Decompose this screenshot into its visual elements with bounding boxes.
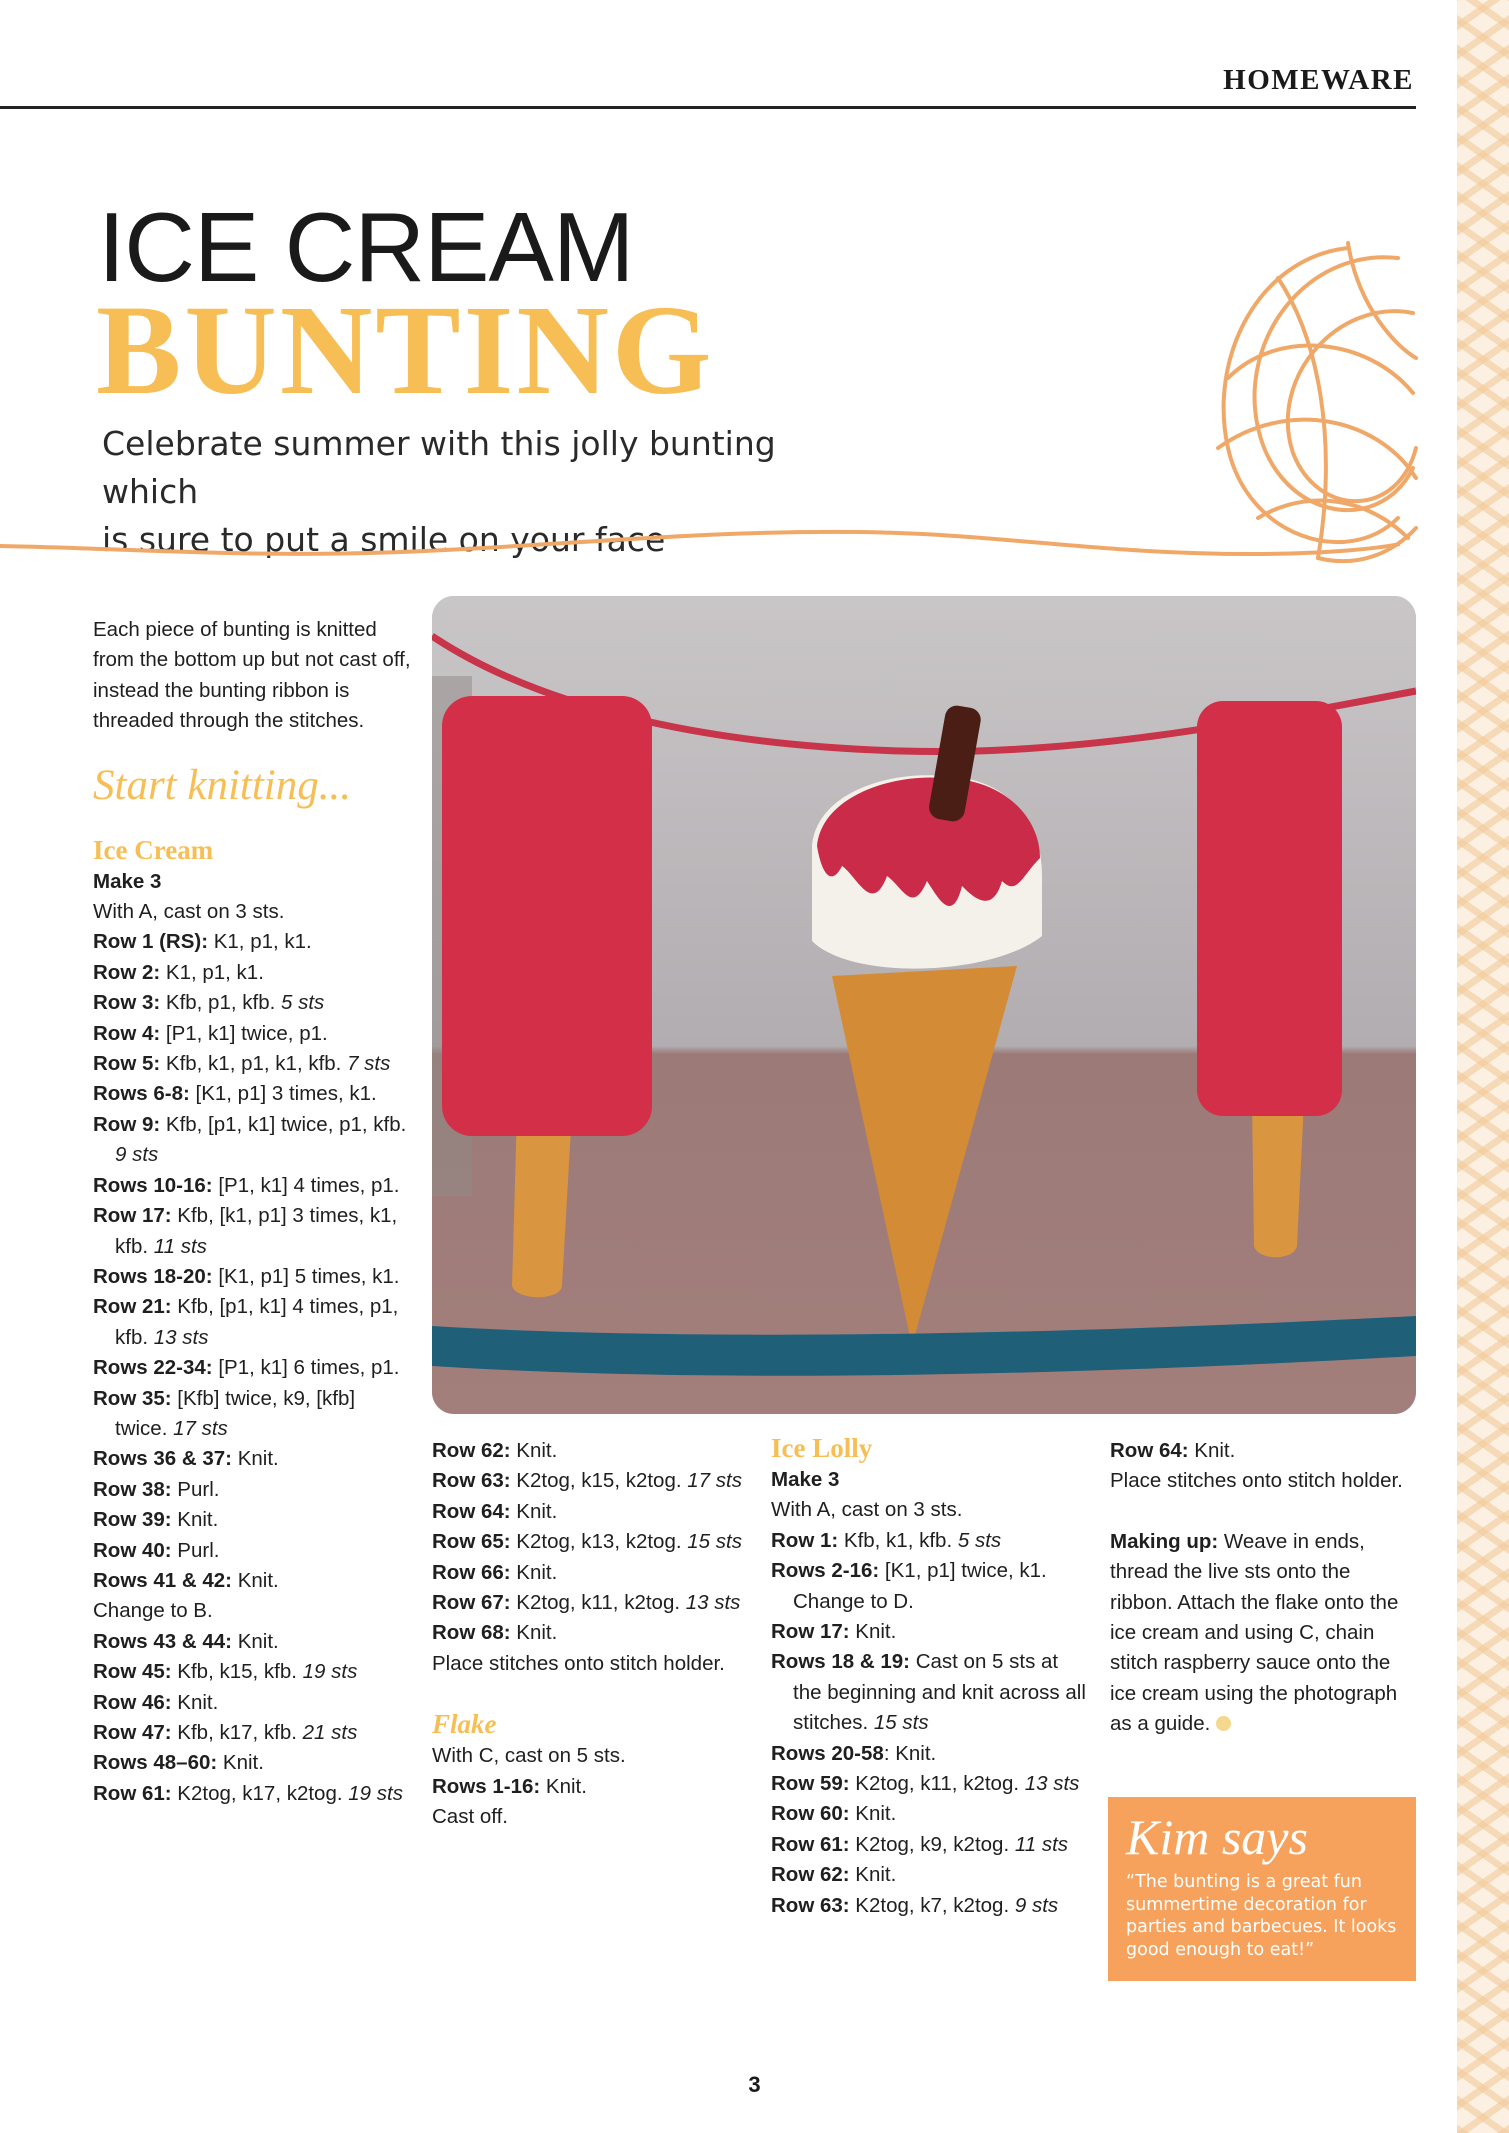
kim-says-quote: “The bunting is a great fun summertime decoration for parties and barbecues. It looks good enough to eat!” <box>1126 1872 1397 1960</box>
making-up-body: Weave in ends, thread the live sts onto the ribbon. Attach the flake onto the ice cream and using C, chain stitch raspberry sauce onto the ice cream using the photograph as a guide. <box>1110 1529 1399 1736</box>
row-instruction: Kfb, k1, kfb. <box>838 1528 958 1552</box>
row-instruction: Knit. <box>171 1508 219 1532</box>
row-label: Row 17: <box>93 1204 172 1228</box>
row-label: Row 62: <box>771 1863 850 1887</box>
ice-lolly-rows-continued <box>1110 1436 1416 1466</box>
row-label: Rows 2-16: <box>771 1559 880 1583</box>
pattern-row <box>432 1466 752 1496</box>
bunting-photo <box>432 596 1416 1414</box>
row-instruction: [K1, p1] 3 times, k1. <box>189 1082 377 1106</box>
row-stitch-count: 9 sts <box>115 1143 159 1167</box>
flake-heading: Flake <box>432 1709 497 1740</box>
pattern-row <box>93 1505 413 1535</box>
pattern-row <box>432 1497 752 1527</box>
row-instruction: Knit. <box>1188 1439 1236 1462</box>
row-label: Row 68: <box>432 1621 511 1645</box>
row-instruction: Kfb, [p1, k1] 4 times, p1, kfb. <box>115 1295 399 1349</box>
row-label: Row 1 (RS): <box>93 930 209 954</box>
pattern-row <box>771 1739 1091 1769</box>
pattern-row <box>93 1262 413 1292</box>
title-line-2: BUNTING <box>96 279 715 421</box>
ice-cream-rows-continued <box>432 1436 752 1649</box>
pattern-row <box>93 1019 413 1049</box>
ice-cream-cast-on: With A, cast on 3 sts. <box>93 900 285 924</box>
pattern-row <box>93 1171 413 1201</box>
row-instruction: K2tog, k11, k2tog. <box>510 1591 686 1615</box>
pattern-row <box>93 1688 413 1718</box>
making-up-label: Making up: <box>1110 1529 1219 1553</box>
row-label: Rows 43 & 44: <box>93 1629 232 1653</box>
row-label: Row 46: <box>93 1690 172 1714</box>
row-stitch-count: 5 sts <box>281 991 325 1015</box>
row-instruction: Knit. <box>232 1447 279 1471</box>
pattern-row <box>771 1526 1091 1556</box>
ice-cream-rows <box>93 927 413 1809</box>
pattern-row <box>93 1566 413 1596</box>
row-stitch-count: 17 sts <box>687 1469 742 1493</box>
ice-cream-heading: Ice Cream <box>93 834 214 865</box>
row-label: Rows 20-58 <box>771 1741 884 1765</box>
pattern-row <box>771 1860 1091 1890</box>
row-label: Row 3: <box>93 991 161 1015</box>
row-label: Row 4: <box>93 1021 161 1045</box>
column-2 <box>432 1436 752 1832</box>
row-instruction: Knit. <box>849 1802 897 1826</box>
ice-lolly-rows <box>771 1526 1091 1921</box>
row-instruction: Knit. <box>849 1863 897 1887</box>
column-4 <box>1110 1436 1416 1740</box>
row-label: Rows 22-34: <box>93 1356 213 1380</box>
row-instruction: K2tog, k13, k2tog. <box>510 1530 688 1554</box>
pattern-row <box>432 1558 752 1588</box>
ice-lolly-finish: Place stitches onto stitch holder. <box>1110 1469 1403 1493</box>
row-label: Row 45: <box>93 1660 172 1684</box>
ice-lolly-make: Make 3 <box>771 1468 840 1491</box>
row-stitch-count: 19 sts <box>302 1660 358 1684</box>
pattern-row <box>771 1556 1091 1617</box>
row-instruction: K1, p1, k1. <box>160 960 264 984</box>
row-instruction: K2tog, k11, k2tog. <box>849 1772 1025 1796</box>
pattern-row <box>93 1049 413 1079</box>
pattern-row <box>93 1779 413 1809</box>
row-instruction: Knit. <box>232 1568 279 1592</box>
row-instruction: Cast on 5 sts at the beginning and knit across all stitches. <box>793 1650 1086 1735</box>
section-label: HOMEWARE <box>1223 64 1414 96</box>
pattern-row <box>771 1769 1091 1799</box>
row-label: Row 62: <box>432 1439 511 1462</box>
start-knitting-heading: Start knitting... <box>93 761 351 809</box>
row-label: Row 60: <box>771 1802 850 1826</box>
pattern-row <box>93 1079 413 1109</box>
row-label: Rows 10-16: <box>93 1173 213 1197</box>
row-stitch-count: 17 sts <box>173 1416 228 1440</box>
row-label: Row 21: <box>93 1295 172 1319</box>
kim-says-title: Kim says <box>1126 1809 1308 1865</box>
row-stitch-count: 19 sts <box>348 1781 403 1805</box>
row-instruction: K2tog, k15, k2tog. <box>510 1469 688 1493</box>
row-instruction: Purl. <box>171 1538 220 1562</box>
row-label: Row 1: <box>771 1528 839 1552</box>
row-instruction: Kfb, k17, kfb. <box>171 1721 303 1744</box>
end-mark-icon <box>1216 1716 1231 1731</box>
row-stitch-count: 13 sts <box>153 1325 209 1349</box>
row-instruction: Kfb, [p1, k1] twice, p1, kfb. <box>160 1112 407 1136</box>
pattern-row <box>771 1799 1091 1829</box>
row-label: Row 9: <box>93 1112 161 1136</box>
row-stitch-count: 9 sts <box>1014 1893 1059 1917</box>
pattern-row <box>93 1718 413 1748</box>
row-label: Row 59: <box>771 1772 850 1796</box>
pattern-row <box>93 1596 413 1626</box>
pattern-row <box>771 1830 1091 1860</box>
ice-lolly-cast-on: With A, cast on 3 sts. <box>771 1498 963 1522</box>
page-number: 3 <box>748 2072 761 2097</box>
row-stitch-count: 13 sts <box>1024 1772 1080 1796</box>
pattern-row <box>771 1891 1091 1921</box>
row-label: Rows 1-16: <box>432 1774 541 1798</box>
wave-divider <box>0 518 1400 578</box>
pattern-row <box>432 1527 752 1557</box>
row-instruction: [P1, k1] twice, p1. <box>160 1021 328 1045</box>
row-instruction: Change to B. <box>93 1599 213 1623</box>
pattern-row <box>93 1657 413 1687</box>
flake-finish: Cast off. <box>432 1805 508 1829</box>
pattern-row <box>93 1353 413 1383</box>
pattern-row <box>93 1110 413 1171</box>
braid-border-decoration <box>1457 0 1509 2133</box>
row-instruction: Knit. <box>217 1751 264 1775</box>
row-label: Row 64: <box>1110 1439 1189 1462</box>
row-label: Rows 18-20: <box>93 1264 213 1288</box>
pattern-row <box>1110 1436 1416 1466</box>
pattern-row <box>93 1201 413 1262</box>
row-stitch-count: 11 sts <box>1014 1832 1069 1856</box>
pattern-row <box>432 1772 752 1802</box>
row-instruction: Knit. <box>510 1439 558 1462</box>
row-stitch-count: 13 sts <box>685 1591 741 1615</box>
row-stitch-count: 15 sts <box>873 1711 929 1735</box>
pattern-row <box>432 1588 752 1618</box>
pattern-row <box>93 988 413 1018</box>
pattern-row <box>93 1384 413 1445</box>
row-label: Row 66: <box>432 1560 511 1584</box>
title-line-1: ICE CREAM <box>98 192 634 302</box>
flake-cast-on: With C, cast on 5 sts. <box>432 1744 626 1768</box>
row-instruction: Kfb, k1, p1, k1, kfb. <box>160 1052 348 1076</box>
pattern-row <box>93 1748 413 1778</box>
row-label: Row 38: <box>93 1477 172 1501</box>
intro-text: Each piece of bunting is knitted from the bottom up but not cast off, instead the bunting ribbon is threaded through the stitches. <box>93 618 411 733</box>
row-label: Row 65: <box>432 1530 511 1554</box>
row-instruction: K2tog, k17, k2tog. <box>171 1781 349 1805</box>
subtitle-line-1: Celebrate summer with this jolly bunting which <box>102 424 776 511</box>
pattern-row <box>93 958 413 988</box>
pattern-row <box>771 1647 1091 1738</box>
row-label: Row 47: <box>93 1721 172 1744</box>
subtitle-line-2: is sure to put a smile on your face <box>102 520 666 559</box>
row-instruction: [Kfb] twice, k9, [kfb] twice. <box>115 1386 356 1440</box>
making-up-text <box>1110 1527 1416 1740</box>
row-label: Row 2: <box>93 960 161 984</box>
pattern-row <box>93 1475 413 1505</box>
row-stitch-count: 5 sts <box>957 1528 1002 1552</box>
ice-lolly-heading: Ice Lolly <box>771 1433 873 1463</box>
row-label: Row 67: <box>432 1591 511 1615</box>
row-label: Row 17: <box>771 1620 850 1644</box>
row-label: Rows 48–60: <box>93 1751 218 1775</box>
ice-cream-make: Make 3 <box>93 869 162 893</box>
flake-rows <box>432 1772 752 1802</box>
row-label: Row 61: <box>93 1781 172 1805</box>
row-label: Row 35: <box>93 1386 172 1410</box>
row-instruction: Kfb, [k1, p1] 3 times, k1, kfb. <box>115 1204 398 1258</box>
kim-says-box <box>1108 1797 1416 1981</box>
row-instruction: Purl. <box>171 1477 220 1501</box>
row-instruction: [P1, k1] 6 times, p1. <box>212 1356 400 1380</box>
pattern-row <box>93 927 413 957</box>
pattern-row <box>93 1627 413 1657</box>
row-instruction: Knit. <box>510 1499 558 1523</box>
row-stitch-count: 11 sts <box>153 1234 207 1258</box>
row-instruction: [P1, k1] 4 times, p1. <box>212 1173 400 1197</box>
row-instruction: Knit. <box>171 1690 219 1714</box>
row-instruction: Knit. <box>232 1629 279 1653</box>
row-instruction: Knit. <box>510 1560 558 1584</box>
column-1 <box>93 615 413 1809</box>
row-stitch-count: 15 sts <box>687 1530 742 1554</box>
row-instruction: Kfb, p1, kfb. <box>160 991 281 1015</box>
row-stitch-count: 7 sts <box>347 1052 391 1076</box>
row-instruction: Knit. <box>849 1620 897 1644</box>
row-instruction: [K1, p1] twice, k1. Change to D. <box>793 1559 1047 1613</box>
pattern-row <box>93 1292 413 1353</box>
row-instruction: K2tog, k7, k2tog. <box>849 1893 1015 1917</box>
row-label: Row 5: <box>93 1052 161 1076</box>
pattern-row <box>93 1444 413 1474</box>
row-instruction: Kfb, k15, kfb. <box>171 1660 303 1684</box>
row-label: Rows 41 & 42: <box>93 1568 232 1592</box>
row-instruction: Knit. <box>510 1621 558 1645</box>
column-3 <box>771 1431 1091 1921</box>
pattern-row <box>771 1617 1091 1647</box>
header-rule <box>0 106 1416 109</box>
row-label: Rows 36 & 37: <box>93 1447 232 1471</box>
row-label: Row 40: <box>93 1538 172 1562</box>
row-label: Row 39: <box>93 1508 172 1532</box>
row-label: Row 63: <box>771 1893 850 1917</box>
pattern-row <box>432 1436 752 1466</box>
row-instruction: [K1, p1] 5 times, k1. <box>212 1264 400 1288</box>
ice-cream-finish: Place stitches onto stitch holder. <box>432 1651 725 1675</box>
row-stitch-count: 21 sts <box>302 1721 358 1744</box>
row-label: Rows 18 & 19: <box>771 1650 910 1674</box>
row-label: Rows 6-8: <box>93 1082 190 1106</box>
pattern-row <box>432 1618 752 1648</box>
row-label: Row 61: <box>771 1832 850 1856</box>
row-instruction: Knit. <box>540 1774 587 1798</box>
row-instruction: K2tog, k9, k2tog. <box>849 1832 1015 1856</box>
row-instruction: K1, p1, k1. <box>208 930 312 954</box>
pattern-row <box>93 1536 413 1566</box>
row-label: Row 64: <box>432 1499 511 1523</box>
row-instruction: : Knit. <box>883 1741 937 1765</box>
row-label: Row 63: <box>432 1469 511 1493</box>
